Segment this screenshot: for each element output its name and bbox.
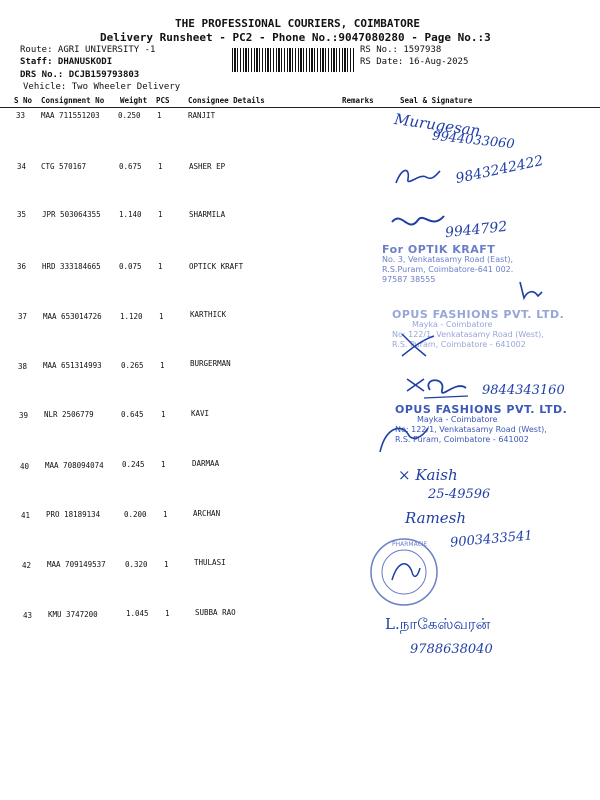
- row-sno: 34: [17, 162, 27, 171]
- signature-squiggle: [372, 420, 432, 460]
- row-weight: 1.120: [120, 312, 143, 321]
- handwritten-name: L.நாகேஸ்வரன்: [385, 615, 491, 633]
- col-seal-signature: Seal & Signature: [400, 96, 473, 105]
- stamp-phone: 97587 38555: [382, 275, 436, 284]
- row-consignee: ASHER EP: [189, 162, 226, 171]
- staff-label: Staff: DHANUSKODI: [20, 57, 113, 67]
- row-weight: 0.320: [125, 560, 148, 569]
- row-pcs: 1: [159, 312, 164, 321]
- row-weight: 0.250: [118, 111, 141, 120]
- barcode: [232, 48, 355, 72]
- stamp-address-line: No: 122/1, Venkatasamy Road (West),: [392, 330, 544, 339]
- signature-squiggle: [516, 280, 546, 302]
- row-consignee: OPTICK KRAFT: [189, 262, 244, 271]
- rs-number: RS No.: 1597938: [360, 45, 442, 55]
- row-weight: 0.245: [122, 460, 145, 469]
- row-pcs: 1: [163, 510, 168, 519]
- signature-squiggle: [420, 376, 470, 402]
- company-title: THE PROFESSIONAL COURIERS, COIMBATORE: [175, 17, 421, 30]
- signature-squiggle: [398, 330, 438, 360]
- row-consignee: KARTHICK: [190, 310, 227, 319]
- row-consignee: DARMAA: [192, 459, 220, 468]
- row-consignment: MAA 651314993: [43, 361, 102, 370]
- row-pcs: 1: [158, 262, 163, 271]
- row-weight: 0.645: [121, 410, 144, 419]
- row-sno: 33: [16, 111, 26, 120]
- row-consignment: MAA 653014726: [43, 312, 102, 321]
- row-consignee: RANJIT: [188, 111, 216, 120]
- handwritten-phone: 9944792: [444, 218, 509, 242]
- row-weight: 1.140: [119, 210, 142, 219]
- col-sno: S No: [14, 96, 33, 105]
- col-consignee: Consignee Details: [188, 96, 265, 105]
- stamp-address-line: R.S. Puram, Coimbatore - 641002: [395, 435, 529, 444]
- row-weight: 0.675: [119, 162, 142, 171]
- stamp-company-name: For OPTIK KRAFT: [382, 243, 496, 256]
- row-weight: 0.200: [124, 510, 147, 519]
- runsheet-subtitle: Delivery Runsheet - PC2 - Phone No.:9047080280 - Page No.:3: [100, 31, 491, 44]
- row-pcs: 1: [160, 361, 165, 370]
- handwritten-phone: 9788638040: [410, 642, 493, 657]
- row-weight: 1.045: [126, 609, 149, 618]
- row-weight: 0.265: [121, 361, 144, 370]
- handwritten-phone: 9003433541: [449, 528, 534, 551]
- header-rule: [0, 107, 600, 108]
- stamp-address-line: R.S.Puram, Coimbatore-641 002.: [382, 265, 514, 274]
- signature-squiggle: [392, 165, 442, 190]
- stamp-address-line: No: 122/1, Venkatasamy Road (West),: [395, 425, 547, 434]
- optik-kraft-stamp: [382, 245, 513, 285]
- row-consignee: THULASI: [194, 558, 226, 567]
- row-consignee: BURGERMAN: [190, 359, 231, 368]
- row-consignment: KMU 3747200: [48, 610, 98, 619]
- row-consignment: JPR 503064355: [42, 210, 101, 219]
- route-label: Route: AGRI UNIVERSITY -1: [20, 45, 156, 55]
- row-consignment: HRD 333184665: [42, 262, 101, 271]
- stamp-city: Mayka - Coimbatore: [412, 320, 493, 329]
- row-weight: 0.075: [119, 262, 142, 271]
- row-consignment: CTG 570167: [41, 162, 87, 171]
- row-sno: 40: [20, 462, 30, 471]
- row-consignee: SHARMILA: [189, 210, 226, 219]
- row-sno: 36: [17, 262, 27, 271]
- row-consignment: PRO 18189134: [46, 510, 101, 519]
- row-sno: 39: [19, 411, 29, 420]
- row-pcs: 1: [161, 410, 166, 419]
- row-sno: 42: [22, 561, 32, 570]
- handwritten-phone: 9844343160: [482, 383, 565, 398]
- handwritten-phone: 9843242422: [454, 152, 545, 188]
- drs-label: DRS No.: DCJB159793803: [20, 70, 140, 80]
- row-pcs: 1: [161, 460, 166, 469]
- row-pcs: 1: [165, 609, 170, 618]
- stamp-company-name: OPUS FASHIONS PVT. LTD.: [395, 403, 568, 416]
- col-weight: Weight: [120, 96, 148, 105]
- row-pcs: 1: [158, 162, 163, 171]
- row-sno: 35: [17, 210, 27, 219]
- row-sno: 43: [23, 611, 33, 620]
- stamp-city: Mayka - Coimbatore: [417, 415, 498, 424]
- stamp-company-name: OPUS FASHIONS PVT. LTD.: [392, 308, 565, 321]
- handwritten-number: 25-49596: [428, 487, 491, 502]
- handwritten-name: Murugesan: [393, 110, 482, 140]
- row-consignment: MAA 708094074: [45, 461, 104, 470]
- row-consignee: ARCHAN: [193, 509, 221, 518]
- row-pcs: 1: [157, 111, 162, 120]
- row-pcs: 1: [158, 210, 163, 219]
- row-consignment: MAA 709149537: [47, 560, 106, 569]
- row-consignment: NLR 2506779: [44, 410, 94, 419]
- rs-date: RS Date: 16-Aug-2025: [360, 57, 469, 67]
- row-consignment: MAA 711551203: [41, 111, 100, 120]
- row-pcs: 1: [164, 560, 169, 569]
- vehicle-label: Vehicle: Two Wheeler Delivery: [23, 82, 181, 92]
- handwritten-phone: 9944033060: [431, 128, 516, 153]
- stamp-pharmacy-text: PHARMACIE: [392, 541, 428, 548]
- handwritten-name: × Kaish: [398, 466, 458, 484]
- stamp-address-line: No. 3, Venkatasamy Road (East),: [382, 255, 514, 264]
- row-sno: 41: [21, 511, 31, 520]
- col-remarks: Remarks: [342, 96, 374, 105]
- row-consignee: SUBBA RAO: [195, 608, 236, 617]
- row-consignee: KAVI: [191, 409, 210, 418]
- stamp-address-line: R.S. Puram, Coimbatore - 641002: [392, 340, 526, 349]
- col-pcs: PCS: [156, 96, 170, 105]
- signature-squiggle: [388, 208, 448, 238]
- row-sno: 38: [18, 362, 28, 371]
- handwritten-name: Ramesh: [405, 509, 467, 527]
- col-consignment: Consignment No: [41, 96, 105, 105]
- row-sno: 37: [18, 312, 28, 321]
